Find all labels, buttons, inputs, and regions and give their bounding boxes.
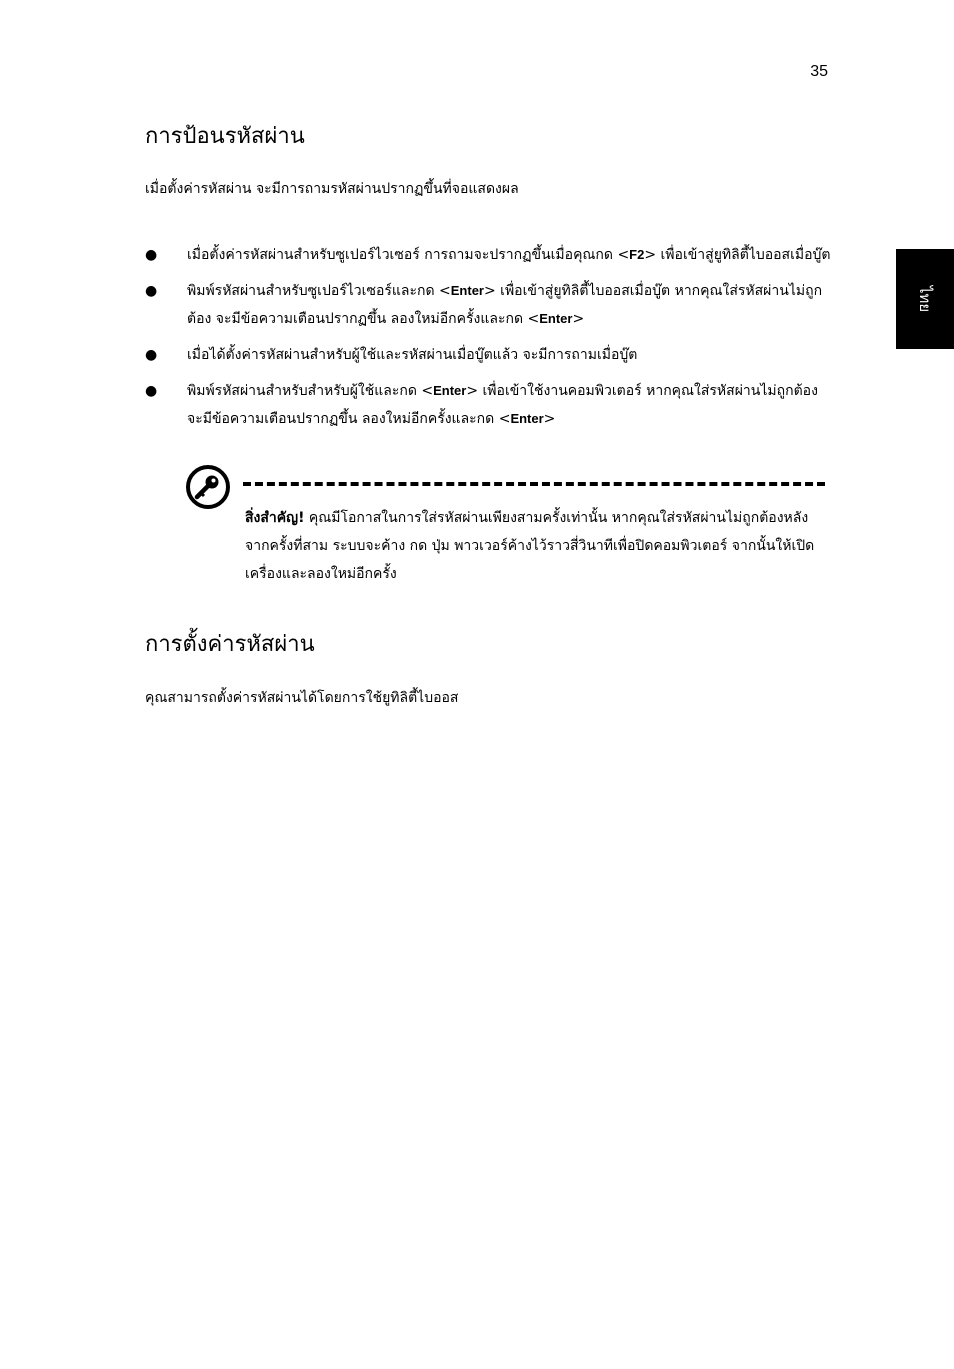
key-icon bbox=[185, 464, 231, 510]
bullet-text: เมื่อตั้งค่ารหัสผ่านสำหรับซูเปอร์ไวเซอร์ การถามจะปรากฏขึ้นเมื่อคุณกด < bbox=[187, 247, 630, 263]
important-note bbox=[245, 504, 815, 588]
key-label: Enter bbox=[539, 311, 573, 326]
bullet-text: > เพื่อเข้าสู่ยูทิลิตี้ไบออสเมื่อบู๊ต หากคุณใส่รหัสผ่านไม่ถูกต้อง จะมีข้อความเตือนปรากฏขึ้น ลองใหม่อีกครั้งและกด < bbox=[187, 283, 823, 327]
section-heading-set-password: การตั้งค่ารหัสผ่าน bbox=[145, 632, 315, 657]
bullet-text: เมื่อได้ตั้งค่ารหัสผ่านสำหรับผู้ใช้และรหัสผ่านเมื่อบู๊ตแล้ว จะมีการถามเมื่อบู๊ต bbox=[187, 347, 638, 363]
note-divider bbox=[243, 482, 825, 486]
section-intro-enter-password: เมื่อตั้งค่ารหัสผ่าน จะมีการถามรหัสผ่านปรากฏขึ้นที่จอแสดงผล bbox=[145, 181, 519, 197]
bullet-list bbox=[145, 241, 835, 441]
list-item bbox=[145, 377, 835, 433]
page-number: 35 bbox=[810, 63, 828, 80]
key-label: Enter bbox=[510, 411, 544, 426]
bullet-icon: ● bbox=[145, 383, 158, 399]
section-heading-enter-password: การป้อนรหัสผ่าน bbox=[145, 124, 305, 149]
important-label: สิ่งสำคัญ! bbox=[245, 510, 305, 526]
bullet-text: > เพื่อเข้าสู่ยูทิลิตี้ไบออสเมื่อบู๊ต bbox=[644, 247, 831, 263]
language-tab bbox=[896, 249, 954, 349]
bullet-text: พิมพ์รหัสผ่านสำหรับสำหรับผู้ใช้และกด < bbox=[187, 383, 434, 399]
bullet-text: > bbox=[543, 411, 556, 427]
key-label: Enter bbox=[450, 283, 484, 298]
key-label: F2 bbox=[629, 247, 645, 262]
list-item bbox=[145, 341, 835, 369]
bullet-text: > เพื่อเข้าใช้งานคอมพิวเตอร์ หากคุณใส่รหัสผ่านไม่ถูกต้อง จะมีข้อความเตือนปรากฏขึ้น ลองใหม่อีกครั้งและกด < bbox=[187, 383, 818, 427]
bullet-icon: ● bbox=[145, 247, 158, 263]
language-tab-label: ไทย bbox=[915, 285, 934, 313]
list-item bbox=[145, 277, 835, 333]
list-item bbox=[145, 241, 835, 269]
key-label: Enter bbox=[433, 383, 467, 398]
bullet-icon: ● bbox=[145, 283, 158, 299]
important-note-text: คุณมีโอกาสในการใส่รหัสผ่านเพียงสามครั้งเท่านั้น หากคุณใส่รหัสผ่านไม่ถูกต้องหลังจากครั้งที่สาม ระบบจะค้าง กด ปุ่ม พาวเวอร์ค้างไว้ราวสี่วินาทีเพื่อปิดคอมพิวเตอร์ จากนั้นให้เปิดเครื่องและลองใหม่อีกครั้ง bbox=[245, 510, 815, 582]
bullet-text: พิมพ์รหัสผ่านสำหรับซูเปอร์ไวเซอร์และกด < bbox=[187, 283, 451, 299]
bullet-icon: ● bbox=[145, 347, 158, 363]
section-intro-set-password: คุณสามารถตั้งค่ารหัสผ่านได้โดยการใช้ยูทิลิตี้ไบออส bbox=[145, 690, 459, 706]
bullet-text: > bbox=[572, 311, 585, 327]
